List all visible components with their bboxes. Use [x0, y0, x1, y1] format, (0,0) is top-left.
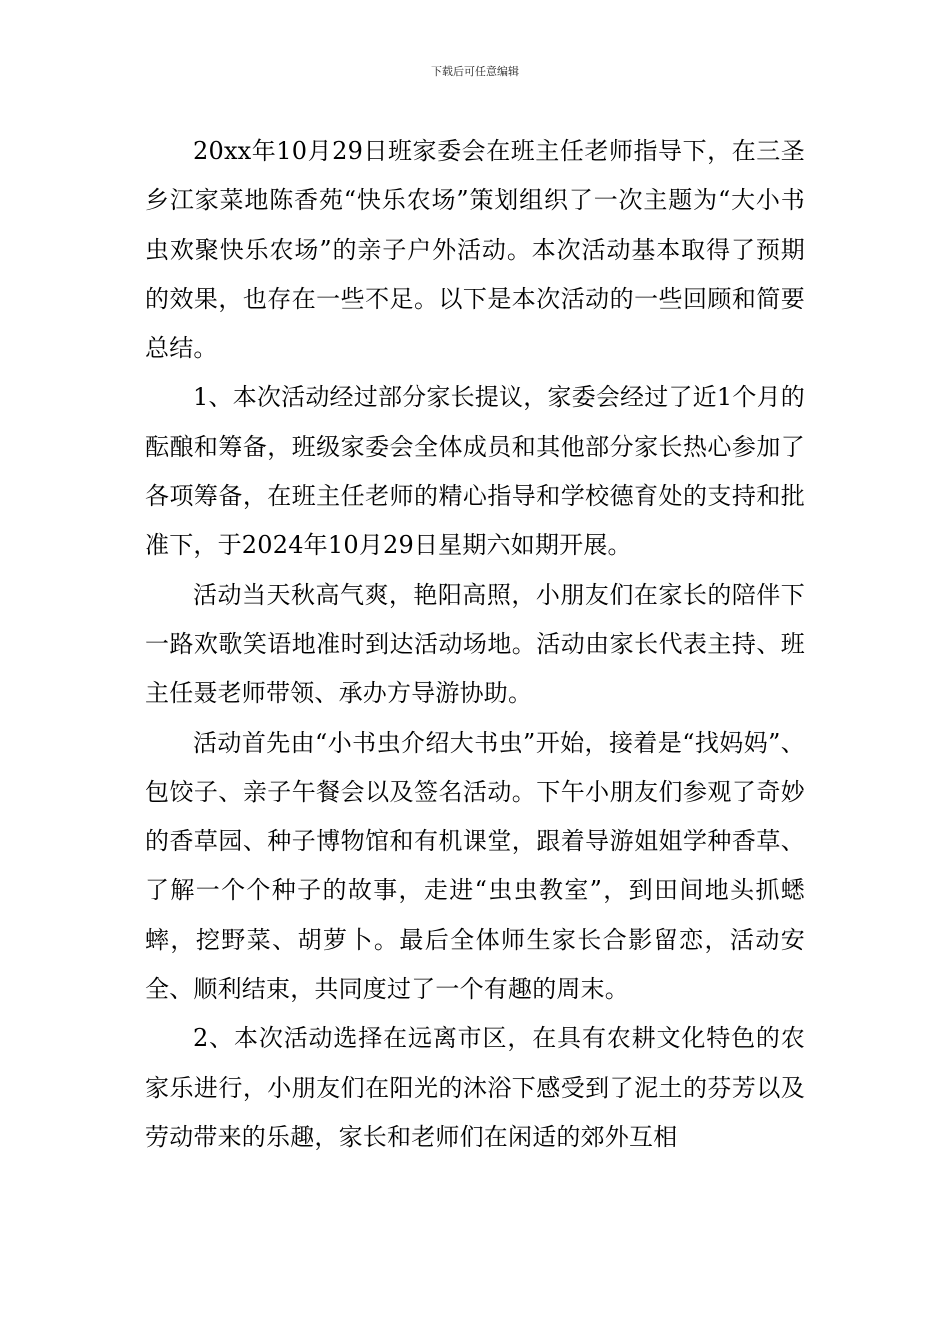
paragraph-weather: 活动当天秋高气爽，艳阳高照，小朋友们在家长的陪伴下一路欢歌笑语地准时到达活动场地。活动由家长代表主持、班主任聂老师带领、承办方导游协助。	[145, 580, 805, 708]
document-body	[145, 127, 805, 1162]
paragraph-activities: 活动首先由“小书虫介绍大书虫”开始，接着是“找妈妈”、包饺子、亲子午餐会以及签名活动。下午小朋友们参观了奇妙的香草园、种子博物馆和有机课堂，跟着导游姐姐学种香草、了解一个个种子的故事，走进“虫虫教室”，到田间地头抓蟋蟀，挖野菜、胡萝卜。最后全体师生家长合影留恋，活动安全、顺利结束，共同度过了一个有趣的周末。	[145, 728, 805, 1004]
paragraph-point-1: 1、本次活动经过部分家长提议，家委会经过了近1个月的酝酿和筹备，班级家委会全体成员和其他部分家长热心参加了各项筹备，在班主任老师的精心指导和学校德育处的支持和批准下，于2024年10月29日星期六如期开展。	[145, 383, 805, 560]
paragraph-intro: 20xx年10月29日班家委会在班主任老师指导下，在三圣乡江家菜地陈香苑“快乐农场”策划组织了一次主题为“大小书虫欢聚快乐农场”的亲子户外活动。本次活动基本取得了预期的效果，也存在一些不足。以下是本次活动的一些回顾和简要总结。	[145, 137, 805, 363]
page-header: 下载后可任意编辑	[431, 65, 519, 78]
paragraph-point-2: 2、本次活动选择在远离市区，在具有农耕文化特色的农家乐进行，小朋友们在阳光的沐浴下感受到了泥土的芬芳以及劳动带来的乐趣，家长和老师们在闲适的郊外互相	[145, 1024, 805, 1151]
